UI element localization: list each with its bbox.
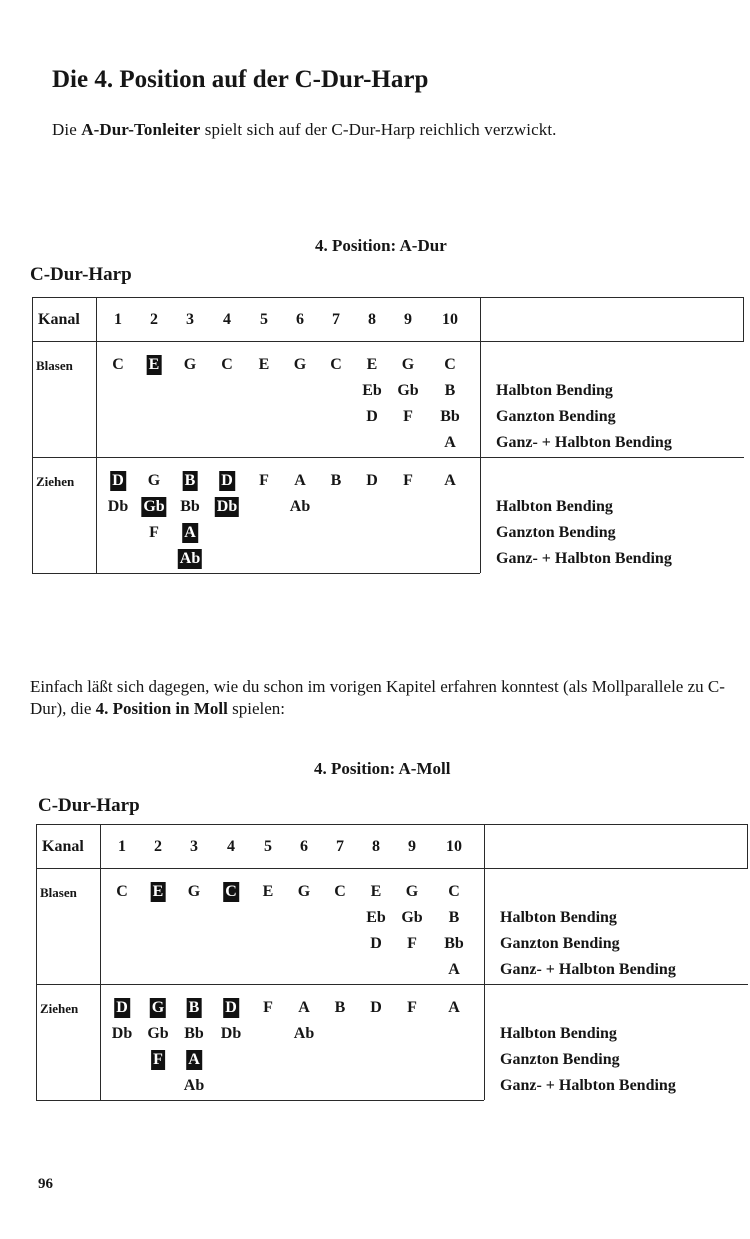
- channel-number: 7: [336, 838, 344, 855]
- note: D: [370, 935, 382, 952]
- note: D: [370, 999, 382, 1016]
- channel-number: 9: [404, 311, 412, 328]
- note-highlighted: D: [116, 999, 128, 1016]
- note: Ab: [289, 498, 311, 515]
- channel-number: 6: [300, 838, 308, 855]
- note: E: [370, 883, 382, 900]
- channel-number: 3: [186, 311, 194, 328]
- bending-label: Ganz- + Halbton Bending: [500, 1077, 676, 1094]
- row-label-blasen: Blasen: [36, 358, 73, 373]
- note-highlighted: F: [153, 1051, 163, 1068]
- channel-number: 6: [296, 311, 304, 328]
- note: C: [116, 883, 128, 900]
- page-title: Die 4. Position auf der C-Dur-Harp: [52, 66, 429, 93]
- channel-number: 10: [442, 311, 458, 328]
- note: Db: [107, 498, 129, 515]
- middle-text-start: Einfach läßt sich dagegen, wie du schon im vorigen Kapitel erfahren konntest (als Mollparallele zu C-Dur), die: [30, 677, 725, 718]
- channel-number: 8: [372, 838, 380, 855]
- bending-label: Ganz- + Halbton Bending: [496, 434, 672, 451]
- note: C: [444, 356, 456, 373]
- table-bottom-rule: [36, 1100, 484, 1101]
- note-highlighted: Db: [216, 498, 238, 515]
- note: A: [298, 999, 310, 1016]
- note: Eb: [362, 382, 382, 399]
- note: C: [221, 356, 233, 373]
- note: Ab: [183, 1077, 205, 1094]
- note: C: [330, 356, 342, 373]
- table-right-rule: [747, 824, 748, 868]
- bending-label: Halbton Bending: [496, 382, 613, 399]
- table-header-rule: [36, 868, 748, 869]
- note: F: [403, 472, 413, 489]
- channel-number: 7: [332, 311, 340, 328]
- row-label-blasen: Blasen: [40, 885, 77, 900]
- bending-label: Halbton Bending: [500, 1025, 617, 1042]
- bending-label: Ganz- + Halbton Bending: [500, 961, 676, 978]
- page-number: 96: [38, 1176, 53, 1192]
- note-highlighted: B: [184, 472, 196, 489]
- channel-number: 8: [368, 311, 376, 328]
- note: A: [448, 999, 460, 1016]
- note-highlighted: E: [152, 883, 164, 900]
- note: G: [297, 883, 311, 900]
- bending-label: Halbton Bending: [496, 498, 613, 515]
- note-highlighted: A: [184, 524, 196, 541]
- harp-table-a-moll: [36, 824, 748, 1104]
- bending-label: Halbton Bending: [500, 909, 617, 926]
- note: A: [444, 472, 456, 489]
- table-1-caption: 4. Position: A-Dur: [315, 236, 447, 255]
- note-highlighted: G: [151, 999, 165, 1016]
- note: Bb: [444, 935, 464, 952]
- channel-number: 5: [264, 838, 272, 855]
- note: Bb: [184, 1025, 204, 1042]
- note: F: [263, 999, 273, 1016]
- table-left-rule: [36, 824, 37, 1100]
- table-2-caption: 4. Position: A-Moll: [314, 759, 451, 778]
- channel-number: 3: [190, 838, 198, 855]
- table-label-divider: [96, 297, 97, 573]
- note: G: [183, 356, 197, 373]
- note: C: [334, 883, 346, 900]
- note: Gb: [147, 1025, 169, 1042]
- bending-label: Ganz- + Halbton Bending: [496, 550, 672, 567]
- table-top-rule: [32, 297, 744, 298]
- table-header-rule: [32, 341, 744, 342]
- table-section-rule: [36, 984, 748, 985]
- kanal-label: Kanal: [42, 838, 84, 855]
- note: G: [401, 356, 415, 373]
- note: E: [262, 883, 274, 900]
- note: Eb: [366, 909, 386, 926]
- intro-paragraph: [52, 120, 557, 140]
- note: D: [366, 472, 378, 489]
- note: C: [112, 356, 124, 373]
- note-highlighted: D: [221, 472, 233, 489]
- intro-text-start: Die: [52, 120, 82, 139]
- note: F: [407, 999, 417, 1016]
- channel-number: 4: [223, 311, 231, 328]
- note: B: [330, 472, 342, 489]
- note-highlighted: A: [188, 1051, 200, 1068]
- note-highlighted: D: [112, 472, 124, 489]
- note: E: [258, 356, 270, 373]
- note: B: [444, 382, 456, 399]
- table-label-divider: [100, 824, 101, 1100]
- note: Db: [220, 1025, 242, 1042]
- note: G: [147, 472, 161, 489]
- note: Bb: [180, 498, 200, 515]
- note: C: [448, 883, 460, 900]
- note-highlighted: E: [148, 356, 160, 373]
- note: A: [448, 961, 460, 978]
- note: Gb: [401, 909, 423, 926]
- channel-number: 4: [227, 838, 235, 855]
- note: Gb: [397, 382, 419, 399]
- harp-table-a-dur: [32, 297, 744, 577]
- note: G: [293, 356, 307, 373]
- table-right-rule: [743, 297, 744, 341]
- note-highlighted: Gb: [143, 498, 165, 515]
- note: G: [187, 883, 201, 900]
- note: A: [294, 472, 306, 489]
- note-highlighted: C: [225, 883, 237, 900]
- note: F: [259, 472, 269, 489]
- note-highlighted: Ab: [179, 550, 201, 567]
- middle-text-end: spielen:: [227, 699, 285, 718]
- note: Ab: [293, 1025, 315, 1042]
- table-bend-divider: [480, 297, 481, 573]
- row-label-ziehen: Ziehen: [40, 1001, 79, 1016]
- middle-paragraph: [30, 676, 750, 720]
- note: F: [403, 408, 413, 425]
- channel-number: 10: [446, 838, 462, 855]
- note: G: [405, 883, 419, 900]
- channel-number: 2: [154, 838, 162, 855]
- table-top-rule: [36, 824, 748, 825]
- channel-number: 1: [118, 838, 126, 855]
- intro-emphasis: A-Dur-Tonleiter: [81, 120, 201, 139]
- middle-emphasis: 4. Position in Moll: [95, 699, 228, 718]
- channel-number: 5: [260, 311, 268, 328]
- note: A: [444, 434, 456, 451]
- note: D: [366, 408, 378, 425]
- note: B: [448, 909, 460, 926]
- table-section-rule: [32, 457, 744, 458]
- note-highlighted: D: [225, 999, 237, 1016]
- channel-number: 2: [150, 311, 158, 328]
- bending-label: Ganzton Bending: [496, 408, 616, 425]
- note: F: [407, 935, 417, 952]
- table-2-harp-label: C-Dur-Harp: [38, 795, 140, 816]
- channel-number: 1: [114, 311, 122, 328]
- table-1-harp-label: C-Dur-Harp: [30, 264, 132, 285]
- intro-text-end: spielt sich auf der C-Dur-Harp reichlich verzwickt.: [200, 120, 557, 139]
- table-bend-divider: [484, 824, 485, 1100]
- note: Bb: [440, 408, 460, 425]
- note: E: [366, 356, 378, 373]
- table-left-rule: [32, 297, 33, 573]
- bending-label: Ganzton Bending: [496, 524, 616, 541]
- table-bottom-rule: [32, 573, 480, 574]
- kanal-label: Kanal: [38, 311, 80, 328]
- bending-label: Ganzton Bending: [500, 1051, 620, 1068]
- row-label-ziehen: Ziehen: [36, 474, 75, 489]
- bending-label: Ganzton Bending: [500, 935, 620, 952]
- note-highlighted: B: [188, 999, 200, 1016]
- channel-number: 9: [408, 838, 416, 855]
- note: B: [334, 999, 346, 1016]
- note: Db: [111, 1025, 133, 1042]
- note: F: [149, 524, 159, 541]
